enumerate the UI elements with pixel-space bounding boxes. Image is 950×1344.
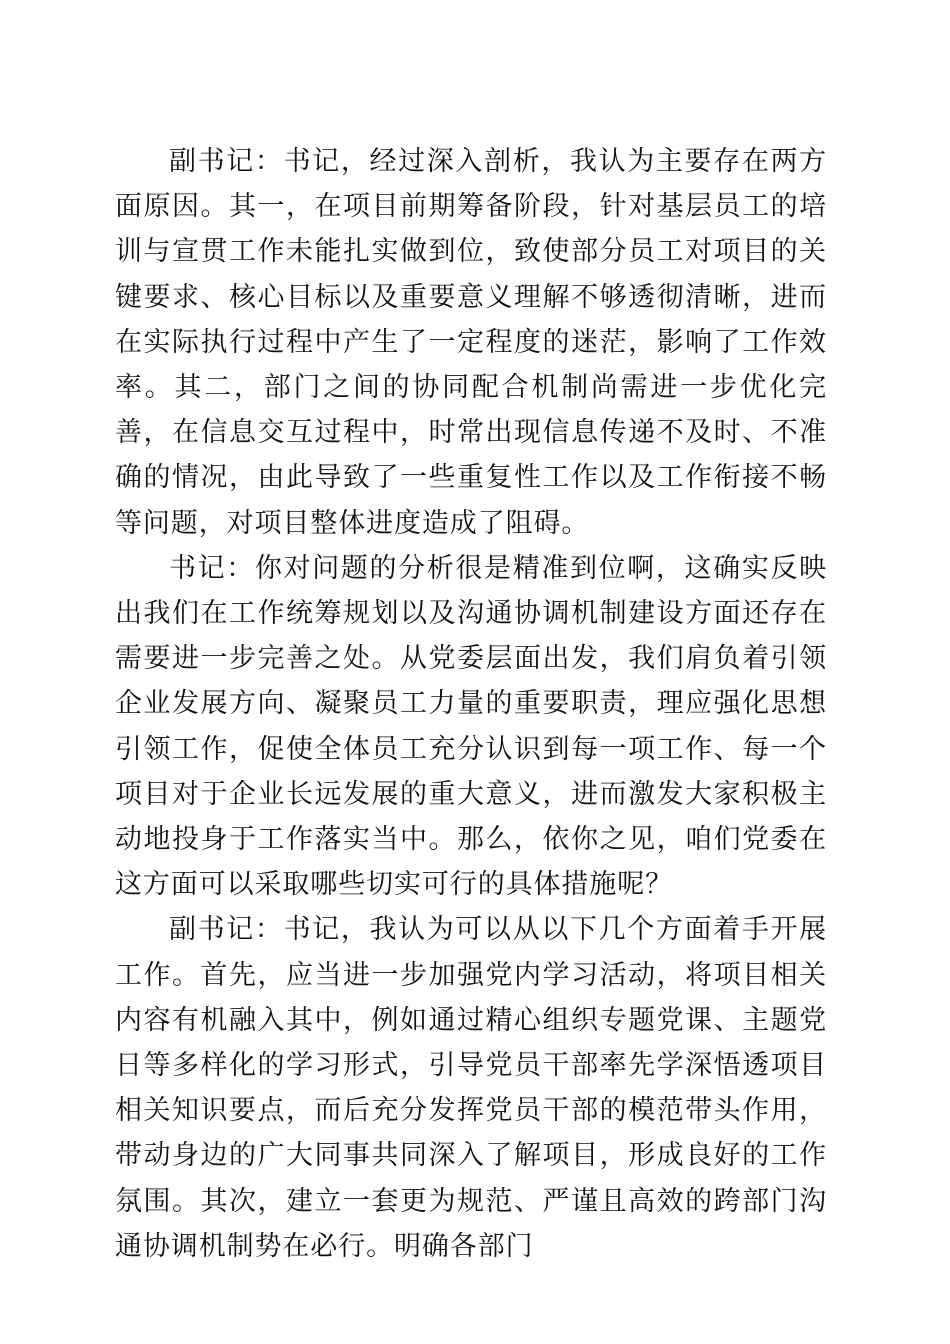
document-body (115, 139, 827, 1269)
paragraph-deputy-secretary-measures: 副书记：书记，我认为可以从以下几个方面着手开展工作。首先，应当进一步加强党内学习活动，将项目相关内容有机融入其中，例如通过精心组织专题党课、主题党日等多样化的学习形式，引导党员干部率先学深悟透项目相关知识要点，而后充分发挥党员干部的模范带头作用，带动身边的广大同事共同深入了解项目，形成良好的工作氛围。其次，建立一套更为规范、严谨且高效的跨部门沟通协调机制势在必行。明确各部门 (115, 914, 827, 1262)
paragraph-secretary-response: 书记：你对问题的分析很是精准到位啊，这确实反映出我们在工作统筹规划以及沟通协调机制建设方面还存在需要进一步完善之处。从党委层面出发，我们肩负着引领企业发展方向、凝聚员工力量的重要职责，理应强化思想引领工作，促使全体员工充分认识到每一项工作、每一个项目对于企业长远发展的重大意义，进而激发大家积极主动地投身于工作落实当中。那么，依你之见，咱们党委在这方面可以采取哪些切实可行的具体措施呢？ (115, 552, 827, 901)
paragraph-deputy-secretary-analysis: 副书记：书记，经过深入剖析，我认为主要存在两方面原因。其一，在项目前期筹备阶段，针对基层员工的培训与宣贯工作未能扎实做到位，致使部分员工对项目的关键要求、核心目标以及重要意义理解不够透彻清晰，进而在实际执行过程中产生了一定程度的迷茫，影响了工作效率。其二，部门之间的协同配合机制尚需进一步优化完善，在信息交互过程中，时常出现信息传递不及时、不准确的情况，由此导致了一些重复性工作以及工作衔接不畅等问题，对项目整体进度造成了阻碍。 (115, 146, 827, 539)
